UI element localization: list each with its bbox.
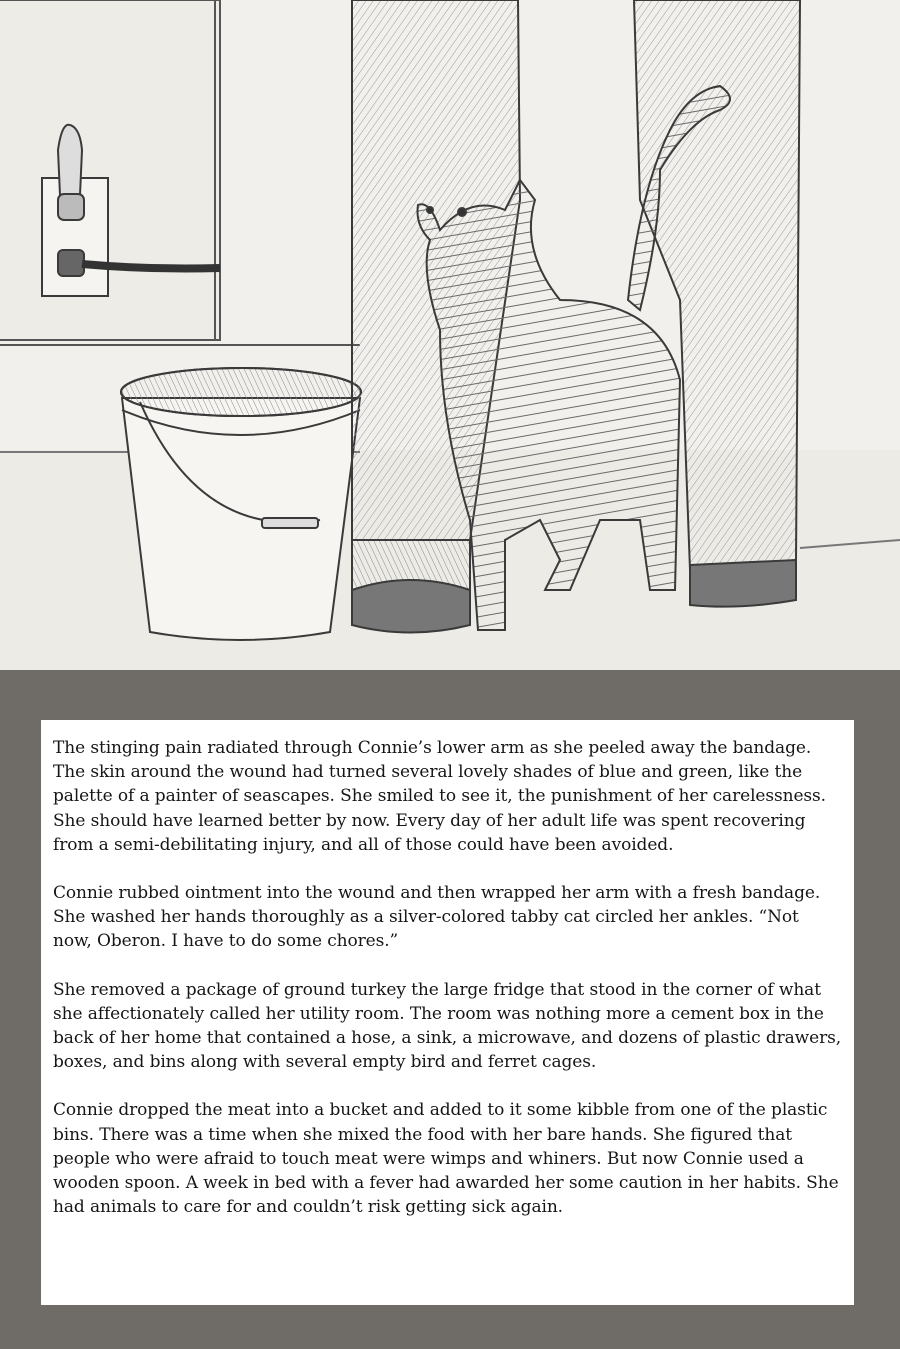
bucket-icon [121, 368, 361, 640]
story-paragraph-2: Connie rubbed ointment into the wound and then wrapped her arm with a fresh bandage. She washed her hands thoroughly as a silver-colored tabby cat circled her ankles. “Not now, Oberon. I have to do some chores.” [53, 883, 821, 952]
sketch-illustration [0, 0, 900, 670]
story-paragraph-4: Connie dropped the meat into a bucket and added to it some kibble from one of the plastic bins. There was a time when she mixed the food with her bare hands. She figured that people who were afraid to touch meat were wimps and whiners. But now Connie used a wooden spoon. A week in bed with a fever had awarded her some caution in her habits. She had animals to care for and couldn’t risk getting sick again. [53, 1100, 839, 1218]
sketch-svg [0, 0, 900, 670]
story-text-panel [41, 720, 854, 1305]
story-paragraph-3: She removed a package of ground turkey the large fridge that stood in the corner of what she affectionately called her utility room. The room was nothing more a cement box in the back of her home that contained a hose, a sink, a microwave, and dozens of plastic drawers, boxes, and bins along with several empty bird and ferret cages. [53, 979, 842, 1073]
story-paragraph-1: The stinging pain radiated through Connie’s lower arm as she peeled away the bandage. The skin around the wound had turned several lovely shades of blue and green, like the palette of a painter of seascapes. She smiled to see it, the punishment of her carelessness. She should have learned better by now. Every day of her adult life was spent recovering from a semi-debilitating injury, and all of those could have been avoided. [53, 738, 826, 855]
